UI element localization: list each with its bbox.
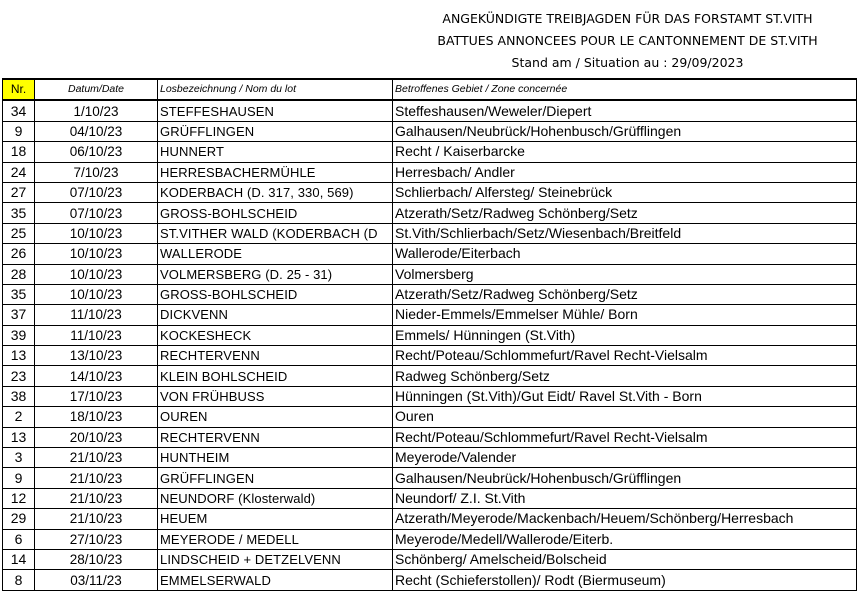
cell-nr: 26 — [3, 244, 35, 264]
cell-date: 07/10/23 — [35, 182, 158, 202]
cell-zone: Schönberg/ Amelscheid/Bolscheid — [393, 549, 857, 569]
table-row — [3, 509, 857, 529]
cell-nr: 28 — [3, 264, 35, 284]
cell-nr: 39 — [3, 325, 35, 345]
cell-date: 10/10/23 — [35, 244, 158, 264]
cell-date: 11/10/23 — [35, 325, 158, 345]
table-row — [3, 448, 857, 468]
cell-nr: 8 — [3, 570, 35, 590]
cell-nr: 35 — [3, 203, 35, 223]
cell-zone: Steffeshausen/Weweler/Diepert — [393, 100, 857, 121]
cell-lot: GROSS-BOHLSCHEID — [158, 203, 393, 223]
cell-lot: HEUEM — [158, 509, 393, 529]
cell-nr: 24 — [3, 162, 35, 182]
title-german: ANGEKÜNDIGTE TREIBJAGDEN FÜR DAS FORSTAMT ST.VITH — [442, 11, 813, 26]
cell-zone: Meyerode/Valender — [393, 448, 857, 468]
cell-zone: Recht/Poteau/Schlommefurt/Ravel Recht-Vielsalm — [393, 346, 857, 366]
table-row — [3, 549, 857, 569]
cell-date: 21/10/23 — [35, 509, 158, 529]
table-row — [3, 264, 857, 284]
cell-date: 27/10/23 — [35, 529, 158, 549]
table-row — [3, 407, 857, 427]
cell-date: 03/11/23 — [35, 570, 158, 590]
cell-lot: OUREN — [158, 407, 393, 427]
cell-zone: Galhausen/Neubrück/Hohenbusch/Grüfflingen — [393, 121, 857, 141]
cell-lot: KODERBACH (D. 317, 330, 569) — [158, 182, 393, 202]
cell-nr: 29 — [3, 509, 35, 529]
cell-date: 20/10/23 — [35, 427, 158, 447]
table-row — [3, 100, 857, 121]
table-row — [3, 529, 857, 549]
cell-date: 28/10/23 — [35, 549, 158, 569]
cell-nr: 2 — [3, 407, 35, 427]
cell-lot: HERRESBACHERMÜHLE — [158, 162, 393, 182]
cell-zone: Recht (Schieferstollen)/ Rodt (Biermuseum) — [393, 570, 857, 590]
cell-lot: GRÜFFLINGEN — [158, 468, 393, 488]
cell-date: 04/10/23 — [35, 121, 158, 141]
cell-date: 14/10/23 — [35, 366, 158, 386]
cell-nr: 6 — [3, 529, 35, 549]
cell-nr: 3 — [3, 448, 35, 468]
cell-zone: Wallerode/Eiterbach — [393, 244, 857, 264]
cell-zone: Emmels/ Hünningen (St.Vith) — [393, 325, 857, 345]
cell-lot: KLEIN BOHLSCHEID — [158, 366, 393, 386]
cell-nr: 12 — [3, 488, 35, 508]
cell-nr: 25 — [3, 223, 35, 243]
cell-date: 10/10/23 — [35, 264, 158, 284]
column-header-lot: Losbezeichnung / Nom du lot — [158, 79, 393, 100]
cell-date: 18/10/23 — [35, 407, 158, 427]
table-row — [3, 223, 857, 243]
cell-zone: Galhausen/Neubrück/Hohenbusch/Grüfflingen — [393, 468, 857, 488]
cell-lot: MEYERODE / MEDELL — [158, 529, 393, 549]
cell-zone: Hünningen (St.Vith)/Gut Eidt/ Ravel St.Vith - Born — [393, 386, 857, 406]
table-row — [3, 142, 857, 162]
table-row — [3, 427, 857, 447]
cell-date: 13/10/23 — [35, 346, 158, 366]
cell-lot: VON FRÜHBUSS — [158, 386, 393, 406]
cell-lot: HUNNERT — [158, 142, 393, 162]
cell-nr: 37 — [3, 305, 35, 325]
document-header — [400, 8, 855, 74]
cell-zone: Volmersberg — [393, 264, 857, 284]
table-row — [3, 203, 857, 223]
cell-lot: RECHTERVENN — [158, 346, 393, 366]
cell-lot: VOLMERSBERG (D. 25 - 31) — [158, 264, 393, 284]
cell-zone: Atzerath/Setz/Radweg Schönberg/Setz — [393, 203, 857, 223]
table-row — [3, 325, 857, 345]
cell-lot: EMMELSERWALD — [158, 570, 393, 590]
cell-zone: Recht/Poteau/Schlommefurt/Ravel Recht-Vielsalm — [393, 427, 857, 447]
cell-zone: Herresbach/ Andler — [393, 162, 857, 182]
table-row — [3, 488, 857, 508]
table-row — [3, 366, 857, 386]
cell-date: 10/10/23 — [35, 284, 158, 304]
cell-lot: GRÜFFLINGEN — [158, 121, 393, 141]
cell-zone: Neundorf/ Z.I. St.Vith — [393, 488, 857, 508]
table-row — [3, 346, 857, 366]
table-header-row — [3, 79, 857, 100]
cell-date: 07/10/23 — [35, 203, 158, 223]
cell-zone: St.Vith/Schlierbach/Setz/Wiesenbach/Breitfeld — [393, 223, 857, 243]
cell-date: 21/10/23 — [35, 468, 158, 488]
title-french: BATTUES ANNONCEES POUR LE CANTONNEMENT DE ST.VITH — [437, 33, 818, 48]
cell-nr: 9 — [3, 468, 35, 488]
cell-zone: Ouren — [393, 407, 857, 427]
column-header-nr: Nr. — [3, 79, 35, 100]
cell-nr: 34 — [3, 100, 35, 121]
table-row — [3, 386, 857, 406]
cell-lot: GROSS-BOHLSCHEID — [158, 284, 393, 304]
column-header-zone: Betroffenes Gebiet / Zone concernée — [393, 79, 857, 100]
cell-date: 21/10/23 — [35, 488, 158, 508]
cell-nr: 14 — [3, 549, 35, 569]
cell-lot: RECHTERVENN — [158, 427, 393, 447]
hunts-table — [2, 78, 857, 591]
cell-lot: LINDSCHEID + DETZELVENN — [158, 549, 393, 569]
cell-nr: 13 — [3, 346, 35, 366]
table-row — [3, 244, 857, 264]
cell-lot: KOCKESHECK — [158, 325, 393, 345]
cell-lot: ST.VITHER WALD (KODERBACH (D — [158, 223, 393, 243]
cell-date: 21/10/23 — [35, 448, 158, 468]
table-row — [3, 284, 857, 304]
cell-zone: Atzerath/Meyerode/Mackenbach/Heuem/Schönberg/Herresbach — [393, 509, 857, 529]
cell-date: 17/10/23 — [35, 386, 158, 406]
cell-date: 06/10/23 — [35, 142, 158, 162]
cell-nr: 38 — [3, 386, 35, 406]
cell-nr: 35 — [3, 284, 35, 304]
cell-lot: WALLERODE — [158, 244, 393, 264]
cell-date: 7/10/23 — [35, 162, 158, 182]
cell-lot: NEUNDORF (Klosterwald) — [158, 488, 393, 508]
cell-lot: STEFFESHAUSEN — [158, 100, 393, 121]
cell-nr: 18 — [3, 142, 35, 162]
cell-lot: HUNTHEIM — [158, 448, 393, 468]
status-date: Stand am / Situation au : 29/09/2023 — [511, 55, 744, 70]
table-row — [3, 305, 857, 325]
column-header-date: Datum/Date — [35, 79, 158, 100]
table-row — [3, 162, 857, 182]
cell-nr: 9 — [3, 121, 35, 141]
cell-zone: Radweg Schönberg/Setz — [393, 366, 857, 386]
cell-nr: 13 — [3, 427, 35, 447]
table-row — [3, 121, 857, 141]
cell-lot: DICKVENN — [158, 305, 393, 325]
cell-zone: Nieder-Emmels/Emmelser Mühle/ Born — [393, 305, 857, 325]
cell-date: 11/10/23 — [35, 305, 158, 325]
cell-date: 1/10/23 — [35, 100, 158, 121]
cell-zone: Atzerath/Setz/Radweg Schönberg/Setz — [393, 284, 857, 304]
cell-date: 10/10/23 — [35, 223, 158, 243]
cell-zone: Meyerode/Medell/Wallerode/Eiterb. — [393, 529, 857, 549]
table-row — [3, 182, 857, 202]
cell-nr: 27 — [3, 182, 35, 202]
cell-nr: 23 — [3, 366, 35, 386]
cell-zone: Schlierbach/ Alfersteg/ Steinebrück — [393, 182, 857, 202]
table-row — [3, 468, 857, 488]
table-row — [3, 570, 857, 590]
cell-zone: Recht / Kaiserbarcke — [393, 142, 857, 162]
